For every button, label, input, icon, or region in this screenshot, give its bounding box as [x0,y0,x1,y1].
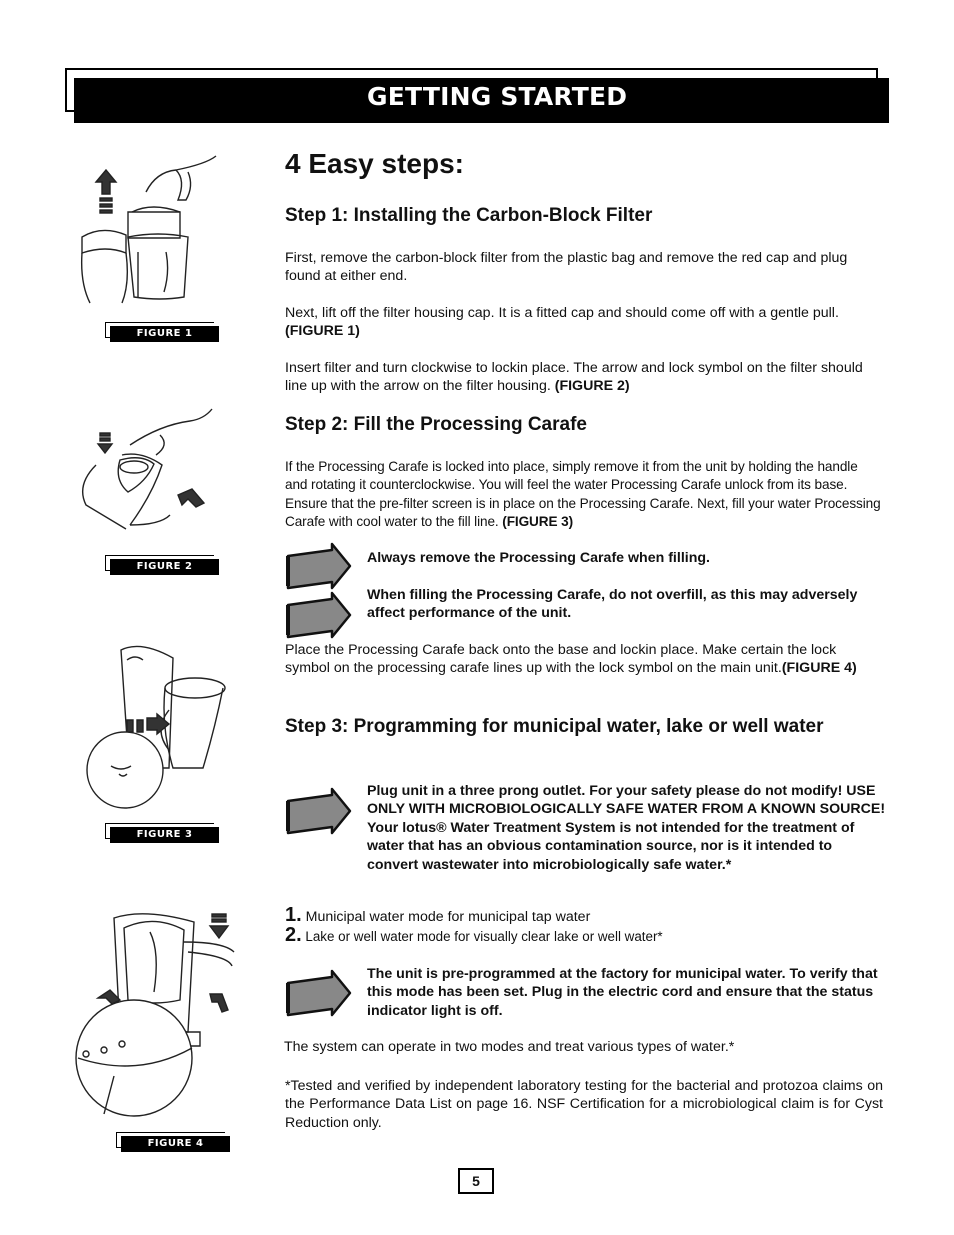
modes-paragraph: The system can operate in two modes and treat various types of water.* [284,1039,735,1055]
step-1-heading: Step 1: Installing the Carbon-Block Filter [285,205,653,226]
step-2-warning-2: When filling the Processing Carafe, do not overfill, as this may adversely affect performance of the unit. [367,587,858,622]
figure-4-illustration [64,908,239,1118]
figure-3-illustration [85,640,225,810]
figure-4-label: FIGURE 4 [116,1132,230,1152]
figure-4-reference: (FIGURE 4) [781,660,857,677]
figure-3-reference: (FIGURE 3) [502,514,574,530]
figure-1-reference: (FIGURE 1) [285,323,360,340]
step-1-paragraph-2: Next, lift off the filter housing cap. It is a fitted cap and should come off with a gentle pull. (FIGURE 1) [285,305,839,340]
figure-2-reference: (FIGURE 2) [554,378,630,395]
figure-3-label: FIGURE 3 [105,823,219,843]
page-number: 5 [458,1168,494,1194]
step-2-heading: Step 2: Fill the Processing Carafe [285,414,587,435]
figure-1-label: FIGURE 1 [105,322,219,342]
right-arrow-icon [284,969,354,1017]
step-3-heading: Step 3: Programming for municipal water, lake or well water [285,716,824,737]
step-3-preprogram-note: The unit is pre-programmed at the factory for municipal water. To verify that this mode has been set. Plug in the electric cord and ensure that the status indicator light is off. [367,966,878,1019]
certification-footnote: *Tested and verified by independent laboratory testing for the bacterial and protozoa claims on the Performance Data List on page 16. NSF Certification for a microbiological claim is for Cyst Reduction only. [285,1078,883,1131]
header-banner [74,78,889,123]
step-2-paragraph-1: If the Processing Carafe is locked into place, simply remove it from the unit by holding the handle and rotating it counterclockwise. You will feel the water Processing Carafe unlock from its base. Ensure that the pre-filter screen is in place on the Processing Carafe. Next, fill your water Processing Carafe with cool water to the fill line. (FIGURE 3) [285,459,881,530]
figure-2-illustration [70,405,220,530]
step-2-warning-1: Always remove the Processing Carafe when filling. [367,550,710,566]
step-1-paragraph-3: Insert filter and turn clockwise to lockin place. The arrow and lock symbol on the filter should line up with the arrow on the filter housing. (FIGURE 2) [285,360,863,395]
mode-item-2: 2. Lake or well water mode for visually clear lake or well water* [285,924,663,946]
mode-item-1: 1. Municipal water mode for municipal tap water [285,904,591,926]
right-arrow-icon [284,787,354,835]
step-3-safety-warning: Plug unit in a three prong outlet. For your safety please do not modify! USE ONLY WITH MICROBIOLOGICALLY SAFE WATER FROM A KNOWN SOURCE! Your lotus® Water Treatment System is not intended for the treatment of water that has an obvious contamination source, nor is it intended to convert wastewater into microbiologically safe water.* [367,783,886,873]
figure-1-illustration [76,152,221,304]
page-title: 4 Easy steps: [285,148,464,179]
figure-2-label: FIGURE 2 [105,555,219,575]
right-arrow-icon [284,591,354,639]
step-2-paragraph-2: Place the Processing Carafe back onto the base and lockin place. Make certain the lock symbol on the processing carafe lines up with the lock symbol on the main unit.(FIGURE 4) [285,642,857,677]
page-section-title: GETTING STARTED [367,82,628,111]
right-arrow-icon [284,542,354,590]
step-1-paragraph-1: First, remove the carbon-block filter from the plastic bag and remove the red cap and plug found at either end. [285,250,848,285]
